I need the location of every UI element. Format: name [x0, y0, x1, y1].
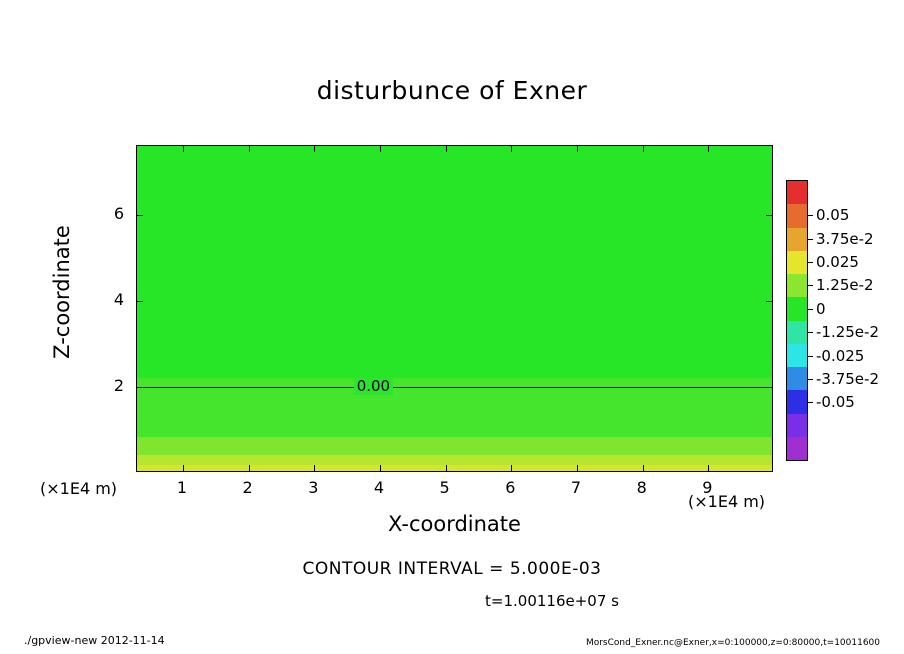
x-tick: [380, 146, 381, 152]
colorbar-tick: [808, 356, 813, 357]
time-stamp-text: t=1.00116e+07 s: [485, 592, 619, 610]
y-tick: [766, 387, 772, 388]
x-axis-unit-left: (×1E4 m): [40, 479, 118, 498]
x-tick-label: 8: [636, 478, 647, 497]
x-tick: [577, 465, 578, 471]
heatmap-band: [137, 465, 772, 472]
colorbar-tick-label: -1.25e-2: [816, 323, 879, 342]
x-tick: [446, 465, 447, 471]
x-tick-label: 2: [242, 478, 253, 497]
colorbar-segment: [787, 344, 807, 367]
x-tick: [511, 465, 512, 471]
contour-line-label: 0.00: [354, 377, 393, 395]
x-tick: [314, 146, 315, 152]
x-tick-label: 3: [308, 478, 319, 497]
colorbar-tick-label: 1.25e-2: [816, 276, 874, 295]
heatmap-band: [137, 455, 772, 465]
contour-interval-text: CONTOUR INTERVAL = 5.000E-03: [302, 559, 602, 579]
x-tick: [577, 146, 578, 152]
x-tick-label: 5: [439, 478, 450, 497]
y-tick-label: 4: [113, 289, 124, 309]
y-tick-label: 2: [113, 375, 124, 395]
colorbar-tick: [808, 262, 813, 263]
heatmap-band: [137, 437, 772, 455]
colorbar-tick: [808, 309, 813, 310]
colorbar-segment: [787, 181, 807, 204]
colorbar-tick: [808, 215, 813, 216]
colorbar-segment: [787, 297, 807, 320]
x-tick: [249, 146, 250, 152]
colorbar: [786, 180, 808, 461]
chart-title: disturbunce of Exner: [316, 76, 588, 105]
colorbar-tick-label: -0.025: [816, 346, 865, 365]
colorbar-tick-label: -0.05: [816, 393, 855, 412]
colorbar-segment: [787, 228, 807, 251]
y-tick: [766, 301, 772, 302]
x-tick: [643, 465, 644, 471]
x-tick: [183, 146, 184, 152]
colorbar-tick-label: 0.05: [816, 206, 850, 225]
colorbar-segment: [787, 321, 807, 344]
x-tick: [380, 465, 381, 471]
x-axis-title: X-coordinate: [388, 512, 521, 536]
x-tick: [183, 465, 184, 471]
colorbar-segment: [787, 251, 807, 274]
colorbar-tick-label: -3.75e-2: [816, 370, 879, 389]
heatmap-band: [137, 146, 772, 378]
x-tick: [708, 465, 709, 471]
x-tick: [249, 465, 250, 471]
y-tick: [766, 215, 772, 216]
y-axis-title: Z-coordinate: [50, 225, 74, 359]
x-tick-label: 6: [505, 478, 516, 497]
y-tick: [137, 387, 143, 388]
x-tick: [708, 146, 709, 152]
x-tick: [643, 146, 644, 152]
colorbar-tick: [808, 239, 813, 240]
colorbar-tick: [808, 285, 813, 286]
colorbar-segment: [787, 414, 807, 437]
colorbar-segment: [787, 437, 807, 460]
plot-area: [136, 145, 773, 472]
colorbar-segment: [787, 274, 807, 297]
y-tick-label: 6: [113, 203, 124, 223]
colorbar-tick-label: 0.025: [816, 252, 859, 271]
x-tick: [314, 465, 315, 471]
colorbar-tick: [808, 402, 813, 403]
x-tick: [511, 146, 512, 152]
colorbar-tick-label: 0: [816, 299, 826, 318]
colorbar-tick: [808, 332, 813, 333]
x-tick-label: 9: [702, 478, 713, 497]
colorbar-segment: [787, 204, 807, 227]
x-tick: [446, 146, 447, 152]
x-tick-label: 4: [373, 478, 385, 497]
colorbar-segment: [787, 367, 807, 390]
y-tick: [137, 215, 143, 216]
contour-line-zero: [137, 387, 772, 388]
colorbar-tick: [808, 379, 813, 380]
colorbar-segment: [787, 390, 807, 413]
x-tick-label: 1: [176, 478, 188, 497]
footer-left-text: ./gpview-new 2012-11-14: [24, 634, 165, 647]
x-axis-unit-right: (×1E4 m): [688, 492, 766, 511]
x-tick-label: 7: [570, 478, 582, 497]
colorbar-tick-label: 3.75e-2: [816, 229, 874, 248]
footer-right-text: MorsCond_Exner.nc@Exner,x=0:100000,z=0:80000,t=10011600: [585, 638, 880, 648]
y-tick: [137, 301, 143, 302]
